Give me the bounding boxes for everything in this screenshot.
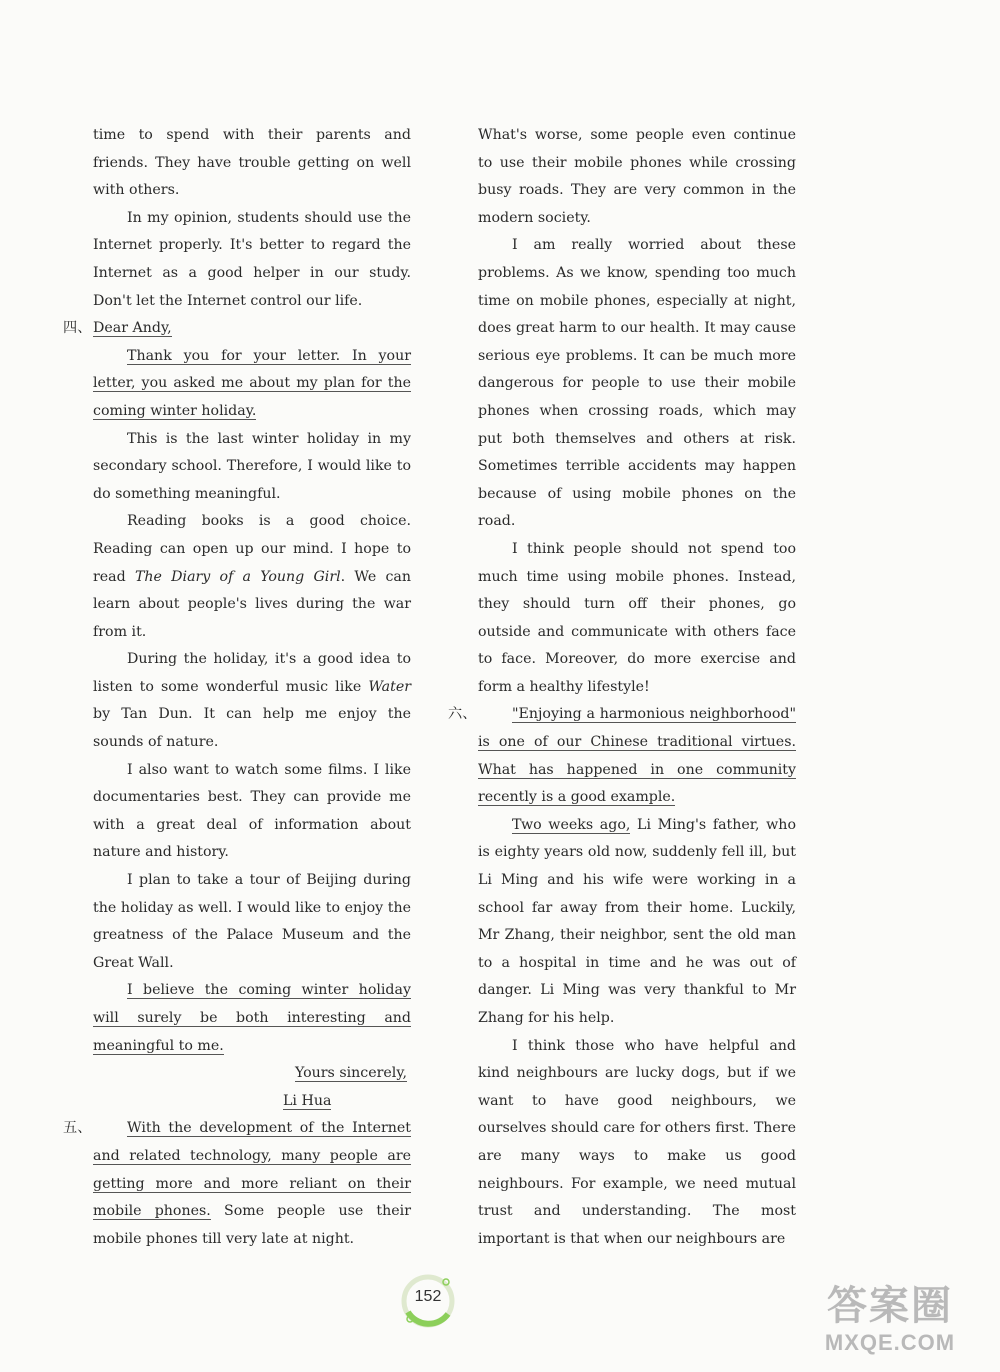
paragraph: This is the last winter holiday in my secondary school. Therefore, I would like to do something meaningful. — [93, 430, 411, 502]
letter-closing: Yours sincerely, — [294, 1065, 407, 1082]
section-marker: 四、 — [63, 320, 92, 337]
letter-greeting: Dear Andy, — [93, 320, 172, 337]
underlined-sentence: With the development of the Internet and related technology, many people are getting more and more reliant on their mobile phones. — [93, 1120, 411, 1220]
section-five — [63, 1115, 411, 1253]
paragraph: What's worse, some people even continue to use their mobile phones while crossing busy roads. They are very common in the modern society. — [478, 127, 796, 226]
music-title: Water — [368, 678, 411, 695]
section-six — [448, 701, 796, 1253]
paragraph: During the holiday, it's a good idea to listen to some wonderful music like Water by Tan Dun. It can help me enjoy the sounds of nature. — [93, 651, 411, 751]
paragraph: I am really worried about these problems. As we know, spending too much time on mobile phones, especially at night, does great harm to our health. It may cause serious eye problems. It can be much more dangerous for people to use their mobile phones when crossing roads, which may put both themselves and others at risk. Sometimes terrible accidents may happen because of using mobile phones on the road. — [478, 237, 796, 530]
left-column — [63, 122, 411, 1253]
paragraph: Two weeks ago, Li Ming's father, who is eighty years old now, suddenly fell ill, but Li Ming and his wife were working in a school far away from their home. Luckily, Mr Zhang, their neighbor, sent the old man to a hospital in time and he was out of danger. Li Ming was very thankful to Mr Zhang for his help. — [478, 816, 796, 1026]
paragraph: With the development of the Internet and related technology, many people are getting more and more reliant on their mobile phones. Some people use their mobile phones till very late at night. — [93, 1120, 411, 1247]
section-marker: 五、 — [63, 1120, 92, 1137]
watermark-url: MXQE.COM — [824, 1330, 956, 1355]
underlined-phrase: Two weeks ago, — [512, 816, 631, 833]
section-four — [63, 315, 411, 1115]
section-marker: 六、 — [448, 706, 477, 723]
paragraph: Reading books is a good choice. Reading can open up our mind. I hope to read The Diary of a Young Girl. We can learn about people's lives during the war from it. — [93, 513, 411, 640]
book-title: The Diary of a Young Girl — [134, 568, 341, 585]
paragraph: I plan to take a tour of Beijing during the holiday as well. I would like to enjoy the greatness of the Palace Museum and the Great Wall. — [93, 872, 411, 971]
underlined-sentence: I believe the coming winter holiday will surely be both interesting and meaningful to me. — [93, 982, 411, 1054]
page-number: 152 — [414, 1288, 442, 1305]
paragraph: time to spend with their parents and friends. They have trouble getting on well with others. — [93, 127, 411, 199]
paragraph: I think those who have helpful and kind neighbours are lucky dogs, but if we want to have good neighbours, we ourselves should care for others first. There are many ways to make us good neighbours. For example, we need mutual trust and understanding. The most important is that when our neighbours are — [478, 1037, 796, 1247]
page-number-badge — [396, 1272, 460, 1330]
letter-signature: Li Hua — [283, 1092, 332, 1109]
paragraph: I also want to watch some films. I like documentaries best. They can provide me with a great deal of information about nature and history. — [93, 761, 411, 861]
paragraph: In my opinion, students should use the Internet properly. It's better to regard the Internet as a good helper in our study. Don't let the Internet control our life. — [93, 209, 411, 309]
watermark-text: 答案圈 — [827, 1284, 953, 1328]
underlined-sentence: "Enjoying a harmonious neighborhood" is one of our Chinese traditional virtues. What has happened in one community recently is a good example. — [478, 706, 796, 806]
underlined-sentence: Thank you for your letter. In your letter, you asked me about my plan for the coming winter holiday. — [93, 347, 411, 419]
right-column — [448, 122, 796, 1253]
paragraph: I think people should not spend too much time using mobile phones. Instead, they should turn off their phones, go outside and communicate with others face to face. Moreover, do more exercise and form a healthy lifestyle! — [478, 540, 796, 695]
watermark — [785, 1282, 995, 1367]
